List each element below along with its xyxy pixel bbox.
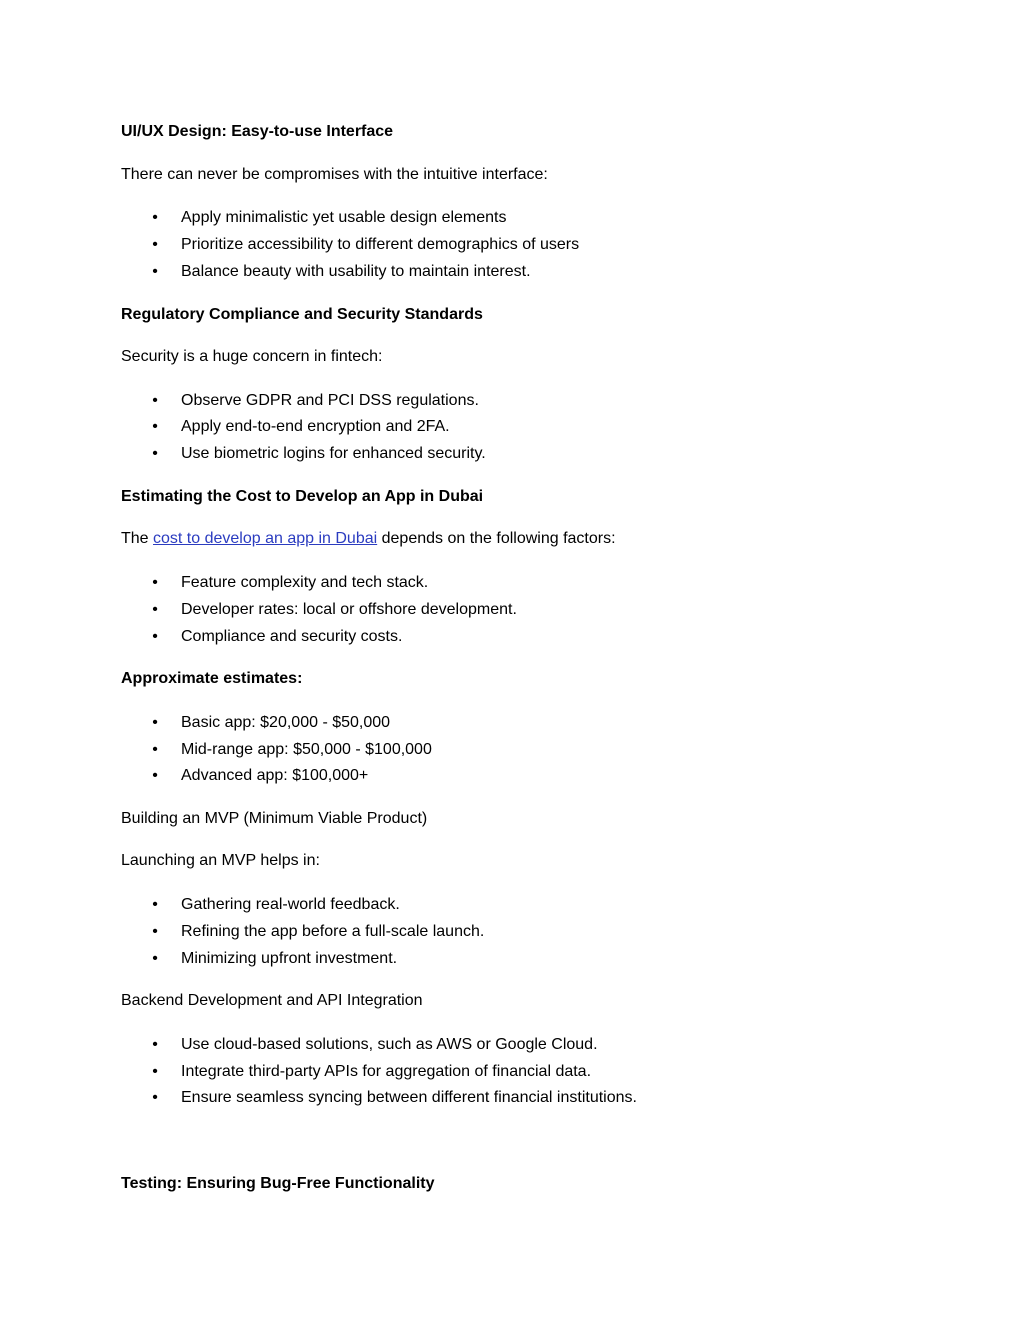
list-item-text: Basic app: $20,000 - $50,000 xyxy=(181,714,391,731)
bullet-icon: • xyxy=(152,418,158,435)
list-item-text: Use cloud-based solutions, such as AWS or Google Cloud. xyxy=(181,1036,598,1053)
bullet-icon: • xyxy=(152,767,158,784)
bullet-icon: • xyxy=(152,923,158,940)
list-item-text: Compliance and security costs. xyxy=(181,628,403,645)
bullet-icon: • xyxy=(152,1063,158,1080)
heading-testing: Testing: Ensuring Bug-Free Functionality xyxy=(121,1175,435,1192)
heading-uiux: UI/UX Design: Easy-to-use Interface xyxy=(121,123,394,140)
bullet-icon: • xyxy=(152,236,158,253)
bullet-icon: • xyxy=(152,263,158,280)
heading-cost: Estimating the Cost to Develop an App in Dubai xyxy=(121,488,484,505)
bullet-icon: • xyxy=(152,714,158,731)
list-item-text: Prioritize accessibility to different demographics of users xyxy=(181,236,580,253)
paragraph-uiux-intro: There can never be compromises with the intuitive interface: xyxy=(121,166,548,183)
list-item-text: Feature complexity and tech stack. xyxy=(181,574,429,591)
intro-text-before: The xyxy=(121,530,154,547)
bullet-icon: • xyxy=(152,628,158,645)
list-item-text: Developer rates: local or offshore development. xyxy=(181,601,517,618)
list-item-text: Observe GDPR and PCI DSS regulations. xyxy=(181,392,479,409)
bullet-icon: • xyxy=(152,392,158,409)
bullet-icon: • xyxy=(152,601,158,618)
bullet-icon: • xyxy=(152,574,158,591)
list-item-text: Apply end-to-end encryption and 2FA. xyxy=(181,418,450,435)
paragraph-mvp-intro: Launching an MVP helps in: xyxy=(121,852,320,869)
intro-text-after: depends on the following factors: xyxy=(377,530,616,547)
list-item-text: Integrate third-party APIs for aggregation of financial data. xyxy=(181,1063,592,1080)
heading-mvp: Building an MVP (Minimum Viable Product) xyxy=(121,810,428,827)
list-item-text: Use biometric logins for enhanced security. xyxy=(181,445,486,462)
bullet-icon: • xyxy=(152,1036,158,1053)
bullet-icon: • xyxy=(152,741,158,758)
bullet-icon: • xyxy=(152,896,158,913)
list-item-text: Gathering real-world feedback. xyxy=(181,896,400,913)
list-item-text: Refining the app before a full-scale launch. xyxy=(181,923,485,940)
paragraph-cost-intro xyxy=(121,529,616,549)
list-item-text: Apply minimalistic yet usable design elements xyxy=(181,209,507,226)
bullet-icon: • xyxy=(152,209,158,226)
bullet-icon: • xyxy=(152,445,158,462)
list-item-text: Mid-range app: $50,000 - $100,000 xyxy=(181,741,432,758)
heading-backend: Backend Development and API Integration xyxy=(121,992,423,1009)
heading-compliance: Regulatory Compliance and Security Standards xyxy=(121,306,483,323)
list-item-text: Balance beauty with usability to maintain interest. xyxy=(181,263,531,280)
list-item-text: Ensure seamless syncing between different financial institutions. xyxy=(181,1089,637,1106)
bullet-icon: • xyxy=(152,1089,158,1106)
bullet-icon: • xyxy=(152,950,158,967)
list-item-text: Advanced app: $100,000+ xyxy=(181,767,369,784)
heading-estimates: Approximate estimates: xyxy=(121,670,303,687)
cost-link[interactable]: cost to develop an app in Dubai xyxy=(153,530,378,547)
list-item-text: Minimizing upfront investment. xyxy=(181,950,398,967)
paragraph-compliance-intro: Security is a huge concern in fintech: xyxy=(121,348,383,365)
